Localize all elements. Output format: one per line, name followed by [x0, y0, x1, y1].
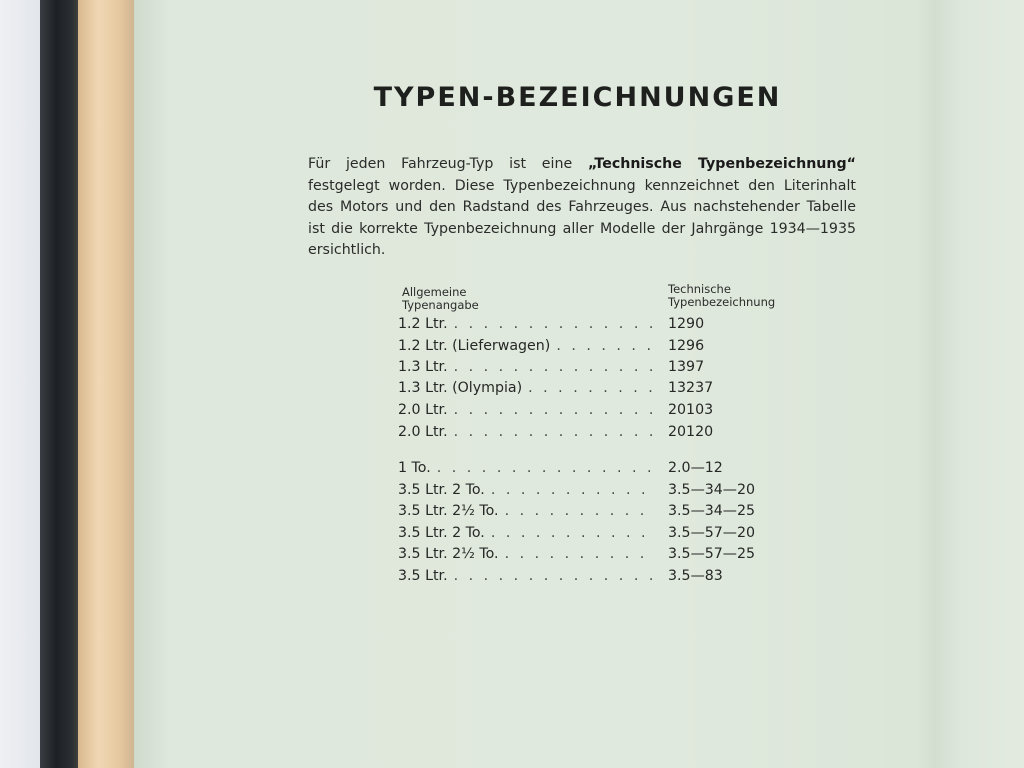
- type-code: 3.5—83: [668, 568, 723, 584]
- binding-strip: [78, 0, 136, 768]
- emphasized-term: „Technische Typenbezeichnung“: [587, 156, 856, 172]
- dot-leader: [454, 568, 652, 588]
- dot-leader: [491, 525, 652, 545]
- type-label: 3.5 Ltr.: [398, 568, 448, 584]
- table-row: [398, 568, 778, 588]
- dot-leader: [454, 316, 652, 336]
- table-row: [398, 359, 778, 379]
- table-row: [398, 525, 778, 545]
- dot-leader: [454, 424, 652, 444]
- table-row: [398, 482, 778, 502]
- table-row: [398, 424, 778, 444]
- type-label: 1.3 Ltr.: [398, 359, 448, 375]
- book-spine: [40, 0, 80, 768]
- type-label: 1.2 Ltr.: [398, 316, 448, 332]
- table-row: [398, 402, 778, 422]
- type-code: 3.5—34—20: [668, 482, 756, 498]
- type-code: 3.5—34—25: [668, 503, 756, 519]
- background-margin: [0, 0, 42, 768]
- header-left: Allgemeine Typenangabe: [402, 285, 479, 312]
- table-row: [398, 316, 778, 336]
- type-code: 13237: [668, 380, 714, 396]
- dot-leader: [491, 482, 652, 502]
- dot-leader: [505, 546, 652, 566]
- type-code: 20120: [668, 424, 714, 440]
- intro-paragraph: Für jeden Fahrzeug-Typ ist eine „Technische Typenbezeichnung“ festgelegt worden. Diese Typenbezeichnung kennzeichnet den Literinhalt des Motors und den Radstand des Fahrzeuges. Aus nachstehender Tabelle ist die korrekte Typenbezeichnung aller Modelle der Jahrgänge 1934—1935 ersichtlich.: [308, 156, 856, 258]
- type-code: 20103: [668, 402, 714, 418]
- type-code: 3.5—57—25: [668, 546, 756, 562]
- type-label: 3.5 Ltr. 2½ To.: [398, 503, 499, 519]
- type-label: 2.0 Ltr.: [398, 424, 448, 440]
- type-label: 1 To.: [398, 460, 431, 476]
- dot-leader: [505, 503, 652, 523]
- type-code: 2.0—12: [668, 460, 723, 476]
- type-label: 1.2 Ltr. (Lieferwagen): [398, 338, 551, 354]
- dot-leader: [454, 359, 652, 379]
- header-right: Technische Typenbezeichnung: [668, 282, 776, 309]
- dot-leader: [556, 338, 652, 358]
- type-label: 3.5 Ltr. 2½ To.: [398, 546, 499, 562]
- type-label: 3.5 Ltr. 2 To.: [398, 525, 485, 541]
- type-label: 1.3 Ltr. (Olympia): [398, 380, 523, 396]
- table-row: [398, 338, 778, 358]
- type-label: 3.5 Ltr. 2 To.: [398, 482, 485, 498]
- dot-leader: [454, 402, 652, 422]
- dot-leader: [437, 460, 652, 480]
- type-code: 1397: [668, 359, 705, 375]
- table-row: [398, 460, 778, 480]
- table-row: [398, 380, 778, 400]
- table-row: [398, 546, 778, 566]
- type-code: 1296: [668, 338, 705, 354]
- dot-leader: [528, 380, 652, 400]
- type-label: 2.0 Ltr.: [398, 402, 448, 418]
- type-code: 3.5—57—20: [668, 525, 756, 541]
- page-title: TYPEN-BEZEICHNUNGEN: [373, 82, 782, 113]
- type-code: 1290: [668, 316, 705, 332]
- table-row: [398, 503, 778, 523]
